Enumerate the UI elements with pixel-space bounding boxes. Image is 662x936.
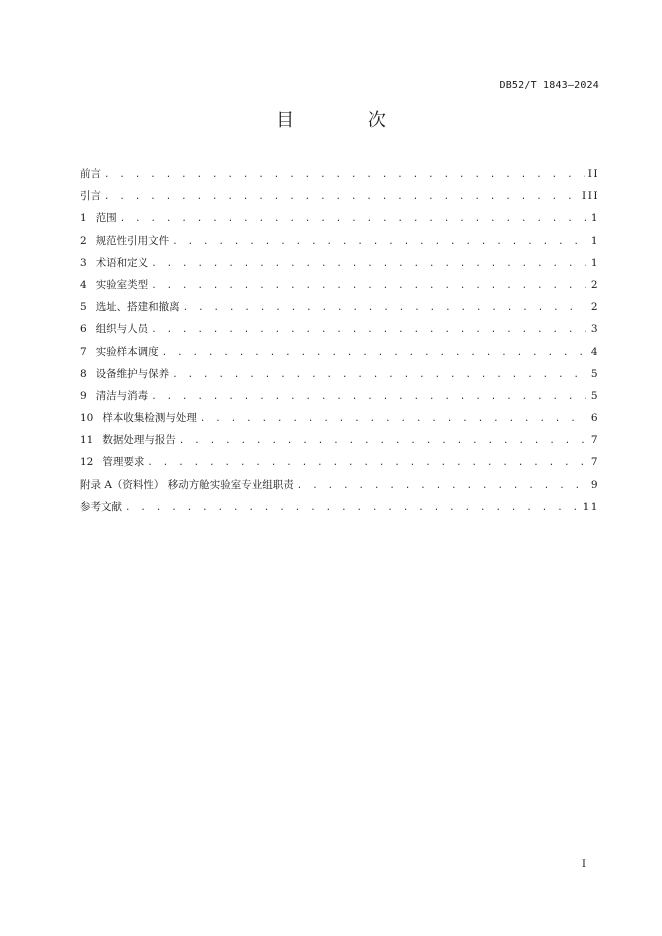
table-of-contents [80,166,599,521]
toc-entry-number: 7 [80,345,87,358]
toc-entry-text: 术语和定义 [95,256,149,269]
toc-entry-label [80,166,101,182]
toc-entry-text: 实验室类型 [95,278,149,291]
toc-entry-page: 2 [590,301,599,314]
toc-entry-page: 3 [590,323,599,336]
toc-entry-number: 5 [80,301,87,314]
toc-entry-label [80,277,148,293]
document-code: DB52/T 1843—2024 [499,80,599,91]
toc-entry-text: 清洁与消毒 [95,389,149,402]
toc-entry-page: 6 [590,412,599,425]
toc-entry-label [80,410,197,426]
toc-entry-label [80,366,169,382]
toc-dot-leader [172,234,586,250]
toc-entry-number: 6 [80,323,87,336]
toc-dot-leader [162,345,586,361]
toc-entry-number: 9 [80,389,87,402]
toc-entry-label [80,299,180,315]
toc-entry-text: 前言 [80,168,101,180]
toc-entry[interactable] [80,388,599,410]
toc-entry-label [80,255,148,271]
toc-entry-label [80,432,176,448]
toc-entry-page: 5 [590,367,599,380]
toc-entry[interactable] [80,277,599,299]
toc-entry-label [80,321,148,337]
toc-entry-label [80,499,122,515]
toc-entry-label [80,210,117,226]
toc-entry[interactable] [80,321,599,343]
toc-dot-leader [147,455,586,471]
toc-dot-leader [104,167,585,183]
toc-entry-text: 参考文献 [80,500,122,513]
toc-entry-text: 数据处理与报告 [102,434,176,447]
toc-entry-number: 2 [80,234,87,247]
toc-entry[interactable] [80,454,599,476]
toc-entry-number: 3 [80,256,87,269]
toc-entry[interactable] [80,299,599,321]
toc-entry-text: 设备维护与保养 [95,367,170,380]
toc-entry-label [80,344,159,360]
toc-entry-number: 10 [80,412,94,425]
toc-entry-page: II [587,168,599,180]
toc-dot-leader [151,322,586,338]
toc-entry-number: 8 [80,367,87,380]
toc-entry-label [80,454,144,470]
toc-dot-leader [120,211,586,227]
toc-entry-label [80,477,294,493]
toc-entry[interactable] [80,344,599,366]
toc-dot-leader [104,189,579,205]
toc-dot-leader [151,256,586,272]
toc-entry-page: 4 [590,345,599,358]
toc-entry-text: 规范性引用文件 [95,234,170,247]
toc-dot-leader [297,478,586,494]
toc-entry-page: 7 [590,456,599,469]
page-number: I [582,859,586,870]
toc-entry-text: 引言 [80,190,101,203]
toc-entry-page: 1 [590,234,599,247]
toc-dot-leader [125,500,580,516]
toc-entry[interactable] [80,210,599,232]
toc-entry-page: 7 [590,434,599,447]
toc-entry-text: 范围 [95,212,117,225]
toc-entry[interactable] [80,410,599,432]
toc-entry-text: 组织与人员 [95,323,149,336]
toc-entry-page: 1 [590,256,599,269]
toc-entry-text: 管理要求 [102,456,145,469]
toc-entry-page: 9 [590,478,599,491]
toc-entry-number: 4 [80,278,87,291]
toc-entry[interactable] [80,477,599,499]
toc-entry[interactable] [80,233,599,255]
toc-dot-leader [183,300,586,316]
toc-dot-leader [151,278,586,294]
toc-entry-page: 11 [582,500,599,513]
toc-entry[interactable] [80,432,599,454]
toc-entry-text: 样本收集检测与处理 [102,412,197,425]
toc-entry-number: 1 [80,212,87,225]
toc-entry-text: 附录 A（资料性） 移动方舱实验室专业组职责 [80,478,294,491]
toc-entry-page: 1 [590,212,599,225]
toc-entry[interactable] [80,166,599,188]
toc-entry-text: 实验样本调度 [95,345,159,358]
toc-entry-label [80,233,169,249]
toc-entry[interactable] [80,499,599,521]
toc-entry-page: III [582,190,599,203]
toc-entry-number: 11 [80,434,94,447]
toc-entry-label [80,188,101,204]
toc-entry-page: 2 [590,278,599,291]
toc-entry[interactable] [80,188,599,210]
toc-dot-leader [200,411,586,427]
toc-entry-number: 12 [80,456,94,469]
page-title: 目 次 [276,110,420,131]
toc-entry[interactable] [80,366,599,388]
toc-dot-leader [172,367,586,383]
toc-dot-leader [151,389,586,405]
toc-dot-leader [179,433,586,449]
toc-entry-label [80,388,148,404]
toc-entry-page: 5 [590,389,599,402]
toc-entry-text: 选址、搭建和撤离 [95,301,180,314]
toc-entry[interactable] [80,255,599,277]
